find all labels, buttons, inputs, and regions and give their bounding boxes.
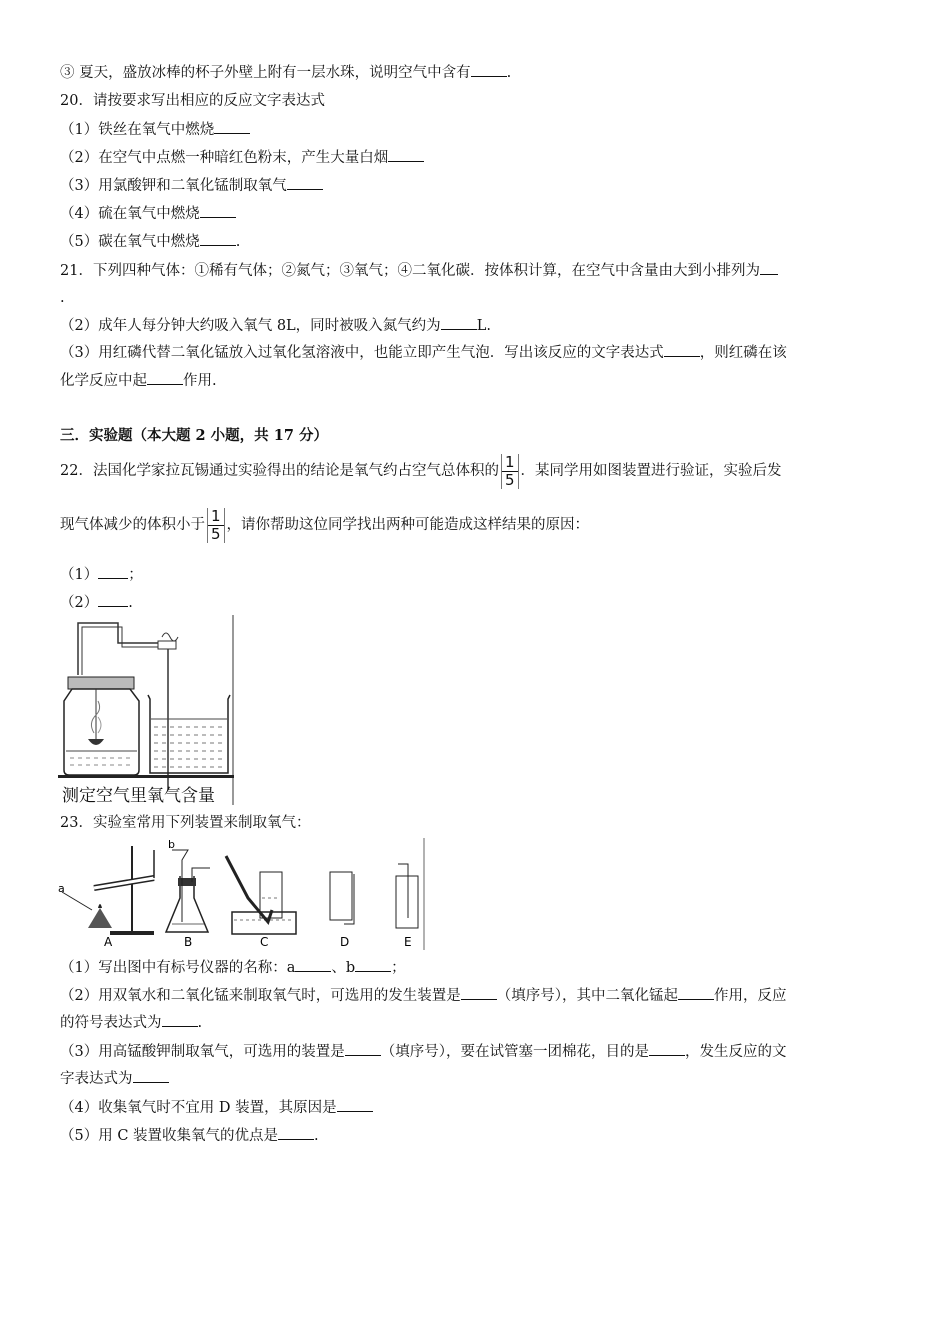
test-tube-inner — [94, 878, 154, 888]
q23-item2-cont: 的符号表达式为 . — [60, 1012, 202, 1033]
q22-line2: 现气体减少的体积小于 $\frac{1}{5}$ ，请你帮助这位同学找出两种可能造成这样结果的原因： — [60, 506, 590, 543]
q20-item2: （2）在空气中点燃一种暗红色粉末，产生大量白烟 — [60, 147, 424, 168]
beaker — [148, 695, 230, 773]
answer-blank[interactable] — [649, 1041, 685, 1056]
figure-caption: 测定空气里氧气含量 — [62, 786, 215, 806]
alcohol-lamp — [88, 908, 112, 928]
answer-blank[interactable] — [337, 1097, 373, 1112]
answer-blank[interactable] — [678, 985, 714, 1000]
q23-item3-cont: 字表达式为 — [60, 1068, 169, 1089]
answer-blank[interactable] — [98, 564, 128, 579]
gas-jar — [64, 689, 139, 775]
q20-item3: （3）用氯酸钾和二氧化锰制取氧气 — [60, 175, 323, 196]
q22-item2: （2） . — [60, 592, 133, 613]
q20-item5: （5）碳在氧气中燃烧 . — [60, 231, 240, 252]
answer-blank[interactable] — [200, 203, 236, 218]
bench-line — [58, 775, 234, 778]
answer-blank[interactable] — [287, 175, 323, 190]
oxygen-measurement-apparatus — [58, 615, 236, 805]
fraction-one-fifth: $\frac{1}{5}$ — [207, 508, 225, 543]
answer-blank[interactable] — [278, 1125, 314, 1140]
answer-blank[interactable] — [471, 62, 507, 77]
tube-e — [398, 864, 408, 918]
q21-item3-cont: 化学反应中起 作用. — [60, 370, 217, 391]
jar-stopper — [68, 677, 134, 689]
iron-stand-base — [110, 931, 154, 935]
label-a: a — [58, 882, 65, 895]
apparatus-label-b: B — [184, 935, 193, 949]
flask-stopper — [178, 878, 196, 886]
q21-stem: 21．下列四种气体：①稀有气体；②氮气；③氧气；④二氧化碳．按体积计算，在空气中含量由大到小排列为 — [60, 260, 778, 281]
q21-item2: （2）成年人每分钟大约吸入氧气 8L，同时被吸入氮气约为 L. — [60, 315, 491, 336]
oxygen-preparation-apparatus — [58, 838, 428, 950]
answer-blank[interactable] — [760, 260, 778, 275]
label-b: b — [168, 838, 175, 851]
q20-item4: （4）硫在氧气中燃烧 — [60, 203, 236, 224]
answer-blank[interactable] — [200, 231, 236, 246]
fraction-one-fifth: $\frac{1}{5}$ — [501, 454, 519, 489]
section-title: 三．实验题（本大题 2 小题，共 17 分） — [60, 427, 328, 444]
delivery-tube — [78, 623, 168, 790]
collecting-bottle-e — [396, 876, 418, 928]
q23-item2: （2）用双氧水和二氧化锰来制取氧气时，可选用的发生装置是 （填序号），其中二氧化锰起 作用，反应 — [60, 985, 786, 1006]
q21-item3: （3）用红磷代替二氧化锰放入过氧化氢溶液中，也能立即产生气泡．写出该反应的文字表达式 ，则红磷在该 — [60, 342, 787, 363]
q23-item5: （5）用 C 装置收集氧气的优点是 . — [60, 1125, 319, 1146]
q23-item4: （4）收集氧气时不宜用 D 装置，其原因是 — [60, 1097, 373, 1118]
smoke-icon — [98, 717, 101, 733]
answer-blank[interactable] — [355, 957, 391, 972]
q23-apparatus-figure — [58, 838, 428, 950]
q23-item3: （3）用高锰酸钾制取氧气，可选用的装置是 （填序号），要在试管塞一团棉花，目的是 ，发生反应的文 — [60, 1041, 786, 1062]
collecting-bottle-d — [330, 872, 352, 920]
apparatus-label-a: A — [104, 935, 113, 949]
delivery-tube-inner — [82, 627, 164, 675]
label-a-pointer — [62, 892, 92, 910]
apparatus-label-d: D — [340, 935, 350, 949]
answer-blank[interactable] — [98, 592, 128, 607]
answer-blank[interactable] — [345, 1041, 381, 1056]
combustion-spoon — [88, 739, 104, 745]
answer-blank[interactable] — [664, 342, 700, 357]
q19-item3: ③ 夏天，盛放冰棒的杯子外壁上附有一层水珠，说明空气中含有 . — [60, 62, 511, 83]
q20-stem: 20．请按要求写出相应的反应文字表达式 — [60, 93, 325, 109]
apparatus-label-c: C — [260, 935, 269, 949]
q20-item1: （1）铁丝在氧气中燃烧 — [60, 119, 250, 140]
answer-blank[interactable] — [295, 957, 331, 972]
apparatus-label-e: E — [404, 935, 412, 949]
answer-blank[interactable] — [461, 985, 497, 1000]
q22-line1: 22．法国化学家拉瓦锡通过实验得出的结论是氧气约占空气总体积的 $\frac{1}{5}$ ．某同学用如图装置进行验证，实验后发 — [60, 452, 782, 489]
q22-item1: （1） ； — [60, 564, 143, 585]
answer-blank[interactable] — [441, 315, 477, 330]
q21-stem-end: . — [60, 290, 65, 306]
q23-item1: （1）写出图中有标号仪器的名称：a 、b ； — [60, 957, 406, 978]
answer-blank[interactable] — [133, 1068, 169, 1083]
q23-stem: 23．实验室常用下列装置来制取氧气： — [60, 815, 311, 831]
clamp — [158, 641, 176, 649]
answer-blank[interactable] — [214, 119, 250, 134]
answer-blank[interactable] — [147, 370, 183, 385]
q22-apparatus-figure — [58, 615, 236, 805]
answer-blank[interactable] — [162, 1012, 198, 1027]
flame-icon — [98, 904, 102, 908]
answer-blank[interactable] — [388, 147, 424, 162]
clamp-icon — [162, 633, 178, 641]
